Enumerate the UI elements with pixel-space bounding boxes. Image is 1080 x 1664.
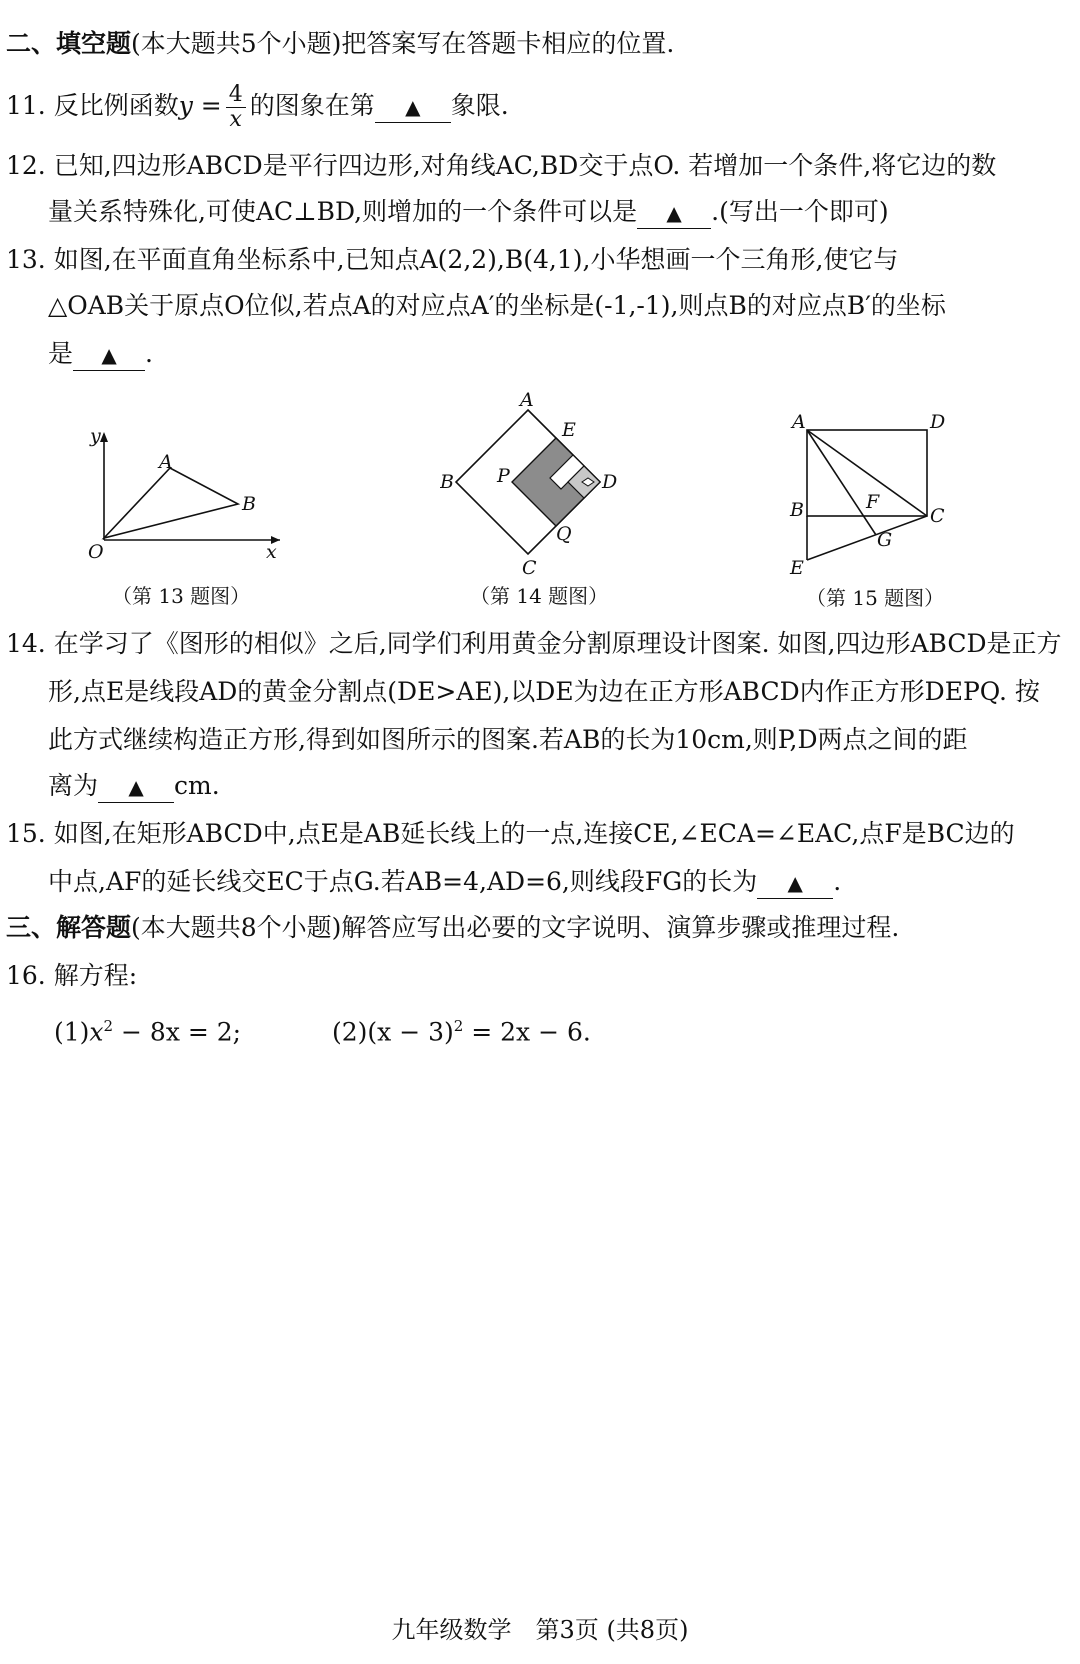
question-14-line2: 形,点E是线段AD的黄金分割点(DE>AE),以DE为边在正方形ABCD内作正方形DEPQ. 按 — [48, 677, 1040, 706]
q14-answer-blank: ▲ — [98, 772, 174, 803]
q13-line3-end: . — [145, 339, 153, 368]
fig15-label-D: D — [930, 411, 946, 433]
q13-line3-text: 是 — [48, 339, 74, 368]
fig15-label-B: B — [790, 499, 804, 521]
question-13-line3 — [48, 334, 1066, 374]
fig15-label-E: E — [790, 557, 804, 579]
q11-denominator: x — [229, 107, 242, 132]
question-13-line1: 13. 如图,在平面直角坐标系中,已知点A(2,2),B(4,1),小华想画一个三角形,使它与 — [6, 245, 899, 274]
fig14-label-B: B — [440, 471, 454, 493]
q12-answer-blank: ▲ — [637, 198, 711, 229]
question-12-line1: 12. 已知,四边形ABCD是平行四边形,对角线AC,BD交于点O. 若增加一个条件,将它边的数 — [6, 151, 997, 180]
q15-line2-text: 中点,AF的延长线交EC于点G.若AB=4,AD=6,则线段FG的长为 — [48, 867, 758, 896]
fig13-label-x: x — [266, 541, 277, 563]
q16-p2-label: (2)(x − 3) — [332, 1017, 454, 1047]
question-13-line2: △OAB关于原点O位似,若点A的对应点A′的坐标是(-1,-1),则点B的对应点B′的坐标 — [48, 291, 946, 320]
fig15-segment-AG — [807, 430, 876, 535]
fig13-label-O: O — [88, 541, 104, 563]
q11-numerator: 4 — [226, 83, 246, 108]
q16-p1-var: x — [89, 1017, 104, 1047]
fig15-caption: （第 15 题图） — [806, 586, 945, 610]
fig13-label-A: A — [159, 451, 173, 473]
fig13-label-B: B — [242, 493, 256, 515]
q16-p1-exponent: 2 — [103, 1017, 114, 1035]
fig14-label-A: A — [520, 389, 534, 411]
question-12-line2 — [48, 192, 1066, 232]
question-11 — [6, 82, 1066, 132]
question-16-part2 — [332, 1006, 1066, 1052]
fig15-label-G: G — [877, 529, 893, 551]
q12-line2-text: 量关系特殊化,可使AC⊥BD,则增加的一个条件可以是 — [48, 197, 638, 226]
fig15-label-C: C — [930, 505, 945, 527]
fig14-label-Q: Q — [556, 523, 572, 545]
question-14-line1: 14. 在学习了《图形的相似》之后,同学们利用黄金分割原理设计图案. 如图,四边形ABCD是正方 — [6, 629, 1062, 658]
q11-y: y = — [178, 91, 222, 120]
q14-line4-end: cm. — [174, 771, 220, 800]
fig15-label-A: A — [792, 411, 806, 433]
figure-13 — [60, 420, 300, 570]
fig14-label-C: C — [522, 557, 537, 579]
q15-answer-blank: ▲ — [757, 868, 833, 899]
fig14-label-E: E — [562, 419, 576, 441]
q11-suffix: 象限. — [450, 91, 509, 120]
figure-14 — [440, 388, 640, 584]
question-14-line4 — [48, 766, 1066, 806]
section3-desc: (本大题共8个小题)解答应写出必要的文字说明、演算步骤或推理过程. — [131, 913, 900, 942]
q16-p1-label: (1) — [54, 1017, 90, 1047]
section3-header — [6, 908, 1066, 948]
q16-p2-rest: = 2x − 6. — [463, 1017, 591, 1047]
question-16-title: 16. 解方程: — [6, 961, 138, 990]
question-15-line1: 15. 如图,在矩形ABCD中,点E是AB延长线上的一点,连接CE,∠ECA=∠EAC,点F是BC边的 — [6, 819, 1015, 848]
q15-line2-end: . — [833, 867, 842, 896]
fig14-label-D: D — [602, 471, 618, 493]
fig14-caption: （第 14 题图） — [470, 584, 609, 608]
q11-answer-blank: ▲ — [375, 92, 451, 123]
fig14-label-P: P — [497, 465, 510, 487]
q16-p1-rest: − 8x = 2; — [113, 1017, 242, 1047]
q11-prefix: 11. 反比例函数 — [6, 91, 179, 120]
q12-line2-end: .(写出一个即可) — [711, 197, 889, 226]
question-14-line3: 此方式继续构造正方形,得到如图所示的图案.若AB的长为10cm,则P,D两点之间的距 — [48, 725, 968, 754]
fig13-label-y: y — [90, 425, 101, 447]
q11-mid: 的图象在第 — [249, 91, 375, 120]
section2-title: 二、填空题 — [6, 29, 132, 58]
q11-fraction — [226, 83, 246, 132]
page-footer: 九年级数学 第3页 (共8页) — [391, 1616, 689, 1644]
section3-title: 三、解答题 — [6, 913, 132, 942]
fig13-caption: （第 13 题图） — [112, 584, 251, 608]
section2-header — [6, 24, 1066, 64]
fig13-triangle-OAB — [104, 468, 238, 538]
fig15-label-F: F — [866, 491, 880, 513]
fig13-y-arrow — [100, 432, 108, 442]
q16-p2-exponent: 2 — [453, 1017, 464, 1035]
q13-answer-blank: ▲ — [73, 340, 145, 371]
question-15-line2 — [48, 862, 1066, 902]
figure-15 — [780, 406, 970, 582]
q14-line4-text: 离为 — [48, 771, 99, 800]
section2-desc: (本大题共5个小题)把答案写在答题卡相应的位置. — [131, 29, 675, 58]
